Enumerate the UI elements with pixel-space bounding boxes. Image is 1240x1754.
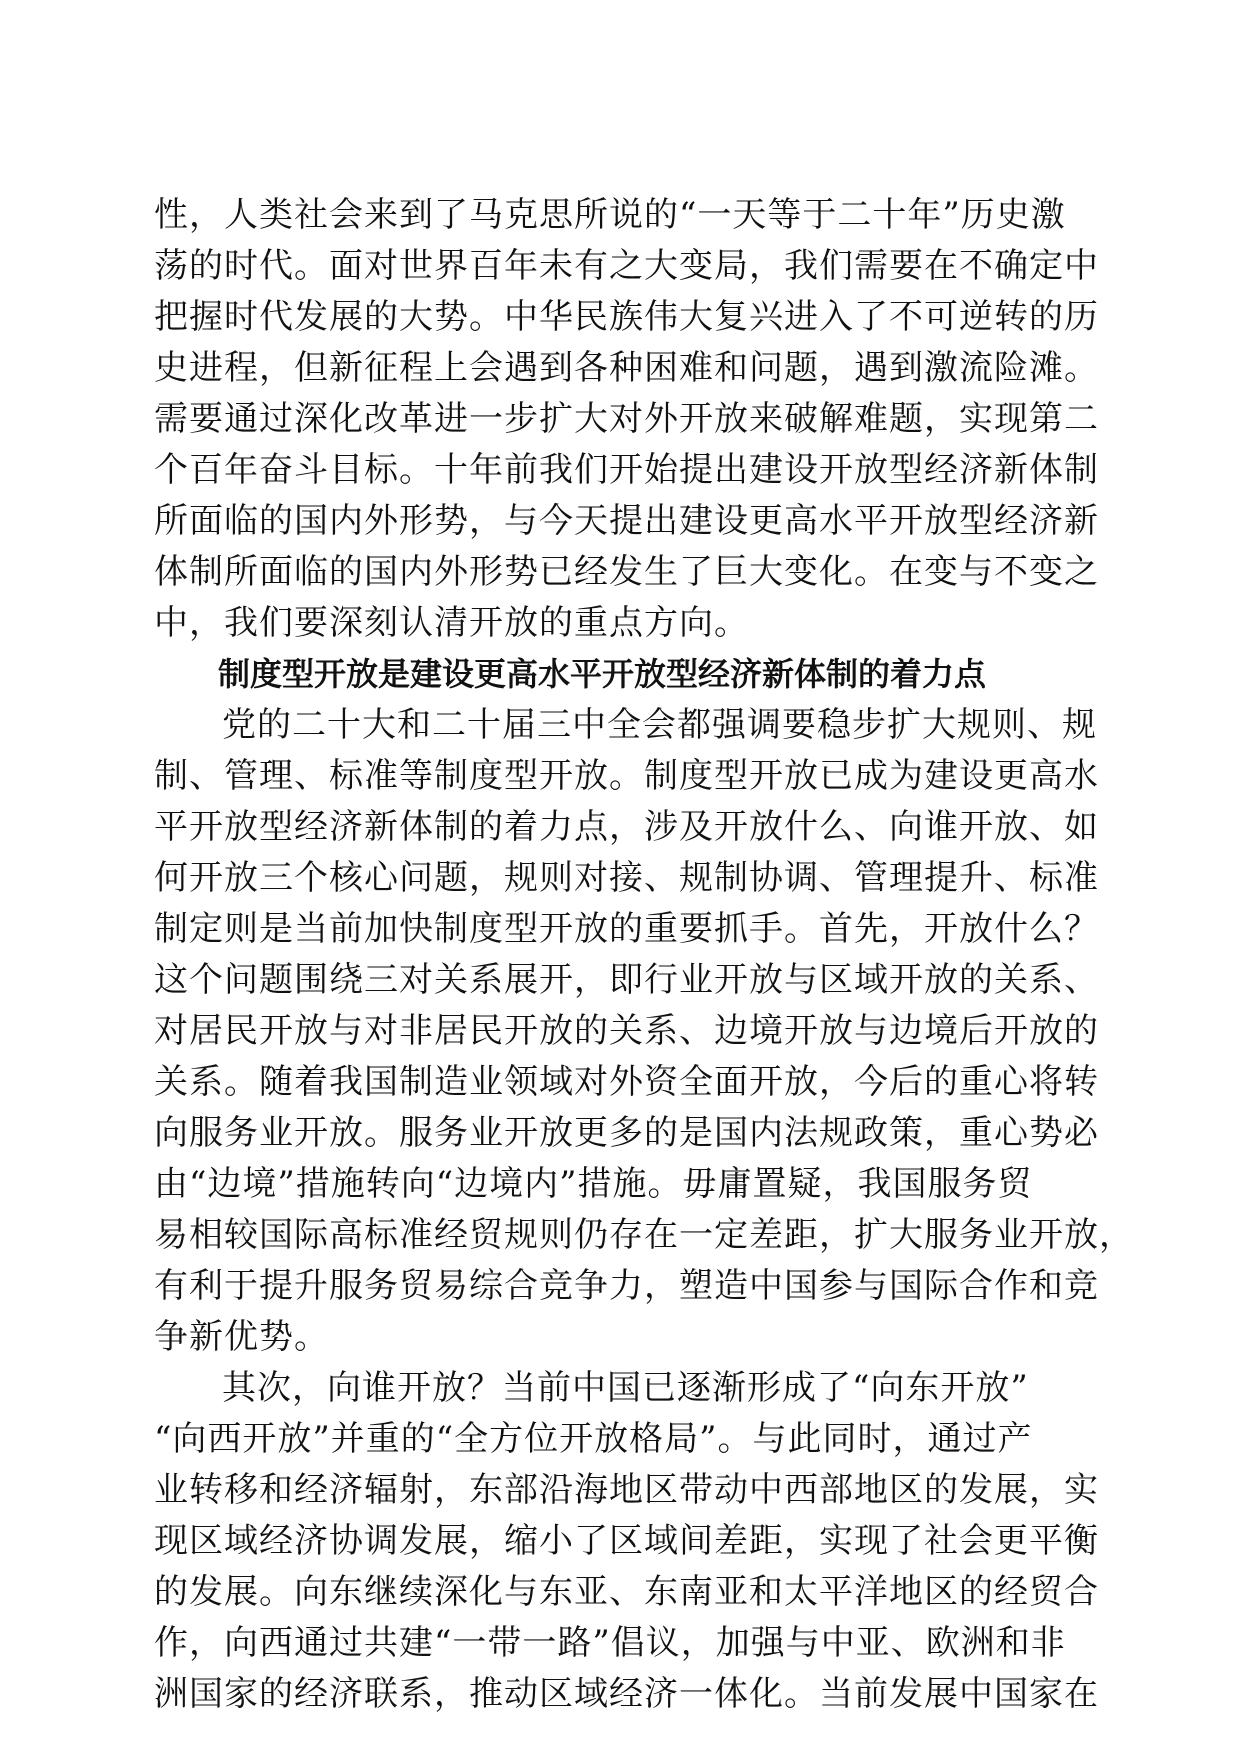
text-line: 何开放三个核心问题，规则对接、规制协调、管理提升、标准 [154,858,1099,898]
text-line: 业转移和经济辐射，东部沿海地区带动中西部地区的发展，实 [154,1470,1099,1510]
text-line: 向服务业开放。服务业开放更多的是国内法规政策，重心势必 [154,1113,1099,1153]
text-line: 作，向西通过共建“一带一路”倡议，加强与中亚、欧洲和非 [154,1623,1066,1663]
text-line: 制定则是当前加快制度型开放的重要抓手。首先，开放什么？ [154,909,1099,949]
text-line: 性，人类社会来到了马克思所说的“一天等于二十年”历史激 [154,195,1066,235]
text-line: 有利于提升服务贸易综合竞争力，塑造中国参与国际合作和竞 [154,1266,1099,1306]
text-line: 现区域经济协调发展，缩小了区域间差距，实现了社会更平衡 [154,1521,1099,1561]
text-line: 易相较国际高标准经贸规则仍存在一定差距，扩大服务业开放， [154,1215,1134,1255]
text-line: 的发展。向东继续深化与东亚、东南亚和太平洋地区的经贸合 [154,1572,1099,1612]
text-line: 关系。随着我国制造业领域对外资全面开放，今后的重心将转 [154,1062,1099,1102]
text-line: 把握时代发展的大势。中华民族伟大复兴进入了不可逆转的历 [154,297,1099,337]
text-line: 平开放型经济新体制的着力点，涉及开放什么、向谁开放、如 [154,807,1099,847]
text-line: 由“边境”措施转向“边境内”措施。毋庸置疑，我国服务贸 [154,1164,1033,1204]
text-line: 体制所面临的国内外形势已经发生了巨大变化。在变与不变之 [154,552,1099,592]
text-line: 荡的时代。面对世界百年未有之大变局，我们需要在不确定中 [154,246,1099,286]
document-body [154,190,1134,1720]
text-line: 需要通过深化改革进一步扩大对外开放来破解难题，实现第二 [154,399,1099,439]
paragraph-first-line: 党的二十大和二十届三中全会都强调要稳步扩大规则、规 [222,705,1097,745]
section-heading: 制度型开放是建设更高水平开放型经济新体制的着力点 [218,655,987,693]
text-line: 制、管理、标准等制度型开放。制度型开放已成为建设更高水 [154,756,1099,796]
text-line: “向西开放”并重的“全方位开放格局”。与此同时，通过产 [154,1419,1033,1459]
text-line: 史进程，但新征程上会遇到各种困难和问题，遇到激流险滩。 [154,348,1099,388]
paragraph-first-line: 其次，向谁开放？当前中国已逐渐形成了“向东开放” [222,1368,1029,1408]
text-line: 个百年奋斗目标。十年前我们开始提出建设开放型经济新体制 [154,450,1099,490]
text-line: 所面临的国内外形势，与今天提出建设更高水平开放型经济新 [154,501,1099,541]
text-line: 中，我们要深刻认清开放的重点方向。 [154,603,749,643]
text-line: 对居民开放与对非居民开放的关系、边境开放与边境后开放的 [154,1011,1099,1051]
text-line: 争新优势。 [154,1317,329,1357]
text-line: 这个问题围绕三对关系展开，即行业开放与区域开放的关系、 [154,960,1099,1000]
text-line: 洲国家的经济联系，推动区域经济一体化。当前发展中国家在 [154,1674,1099,1714]
